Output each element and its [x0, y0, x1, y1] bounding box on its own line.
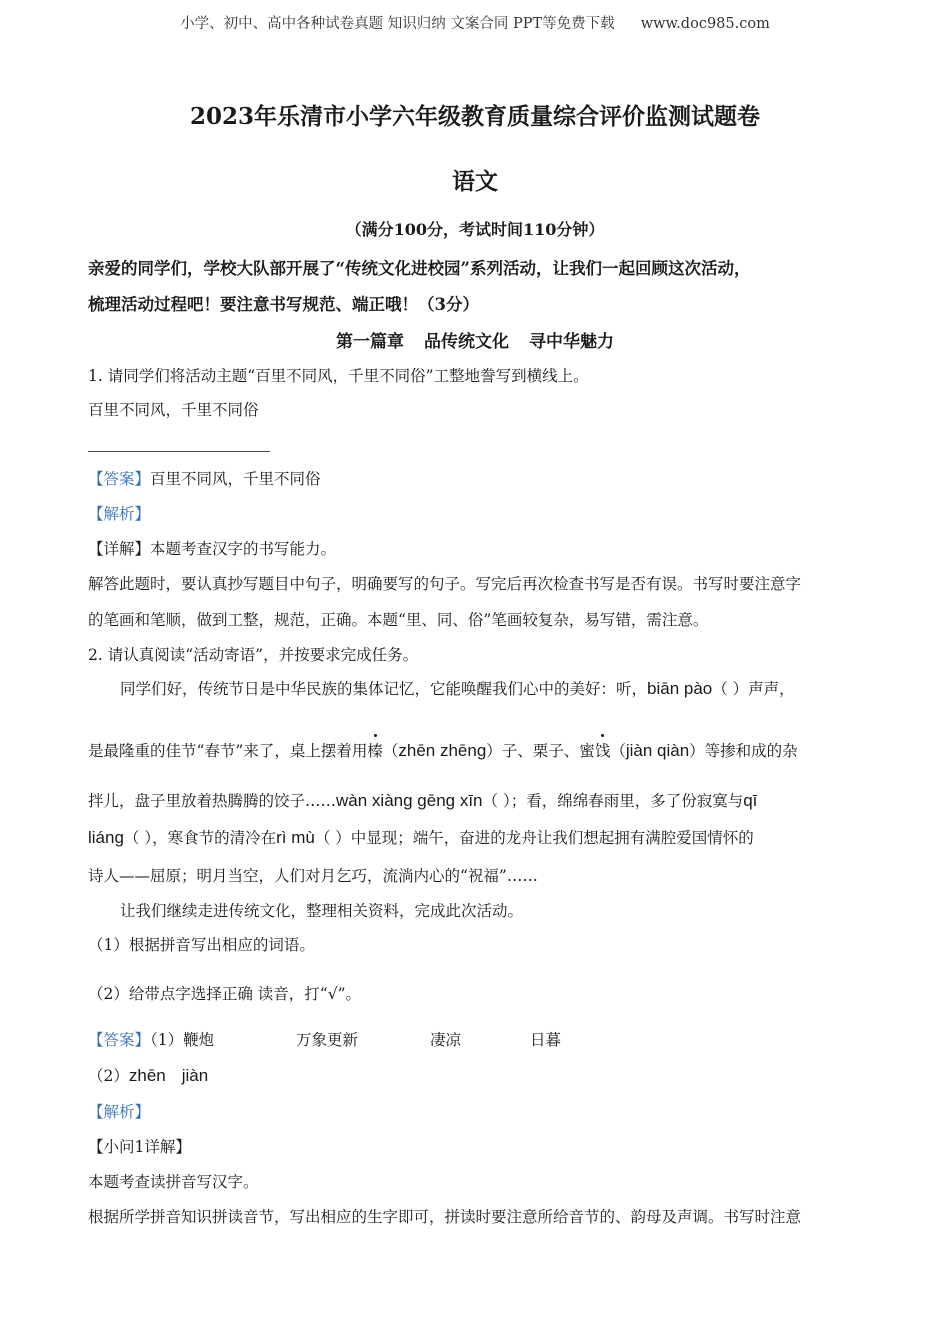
- pinyin-wanxiang: wàn xiàng gēng xīn: [336, 791, 483, 810]
- q1-prompt: 1. 请同学们将活动主题“百里不同风，千里不同俗”工整地誊写到横线上。: [88, 367, 589, 385]
- answer-prefix: （1）: [150, 1031, 184, 1049]
- header-left-text: 小学、初中、高中各种试卷真题 知识归纳 文案合同 PPT等免费下载: [180, 16, 615, 32]
- q2-task-2: （2）给带点字选择正确 读音，打“√”。: [88, 985, 362, 1003]
- q1-detail: [88, 537, 336, 559]
- q2-answer-1: [88, 1028, 214, 1050]
- page-header: [0, 12, 950, 33]
- detail-label: 【详解】: [88, 540, 151, 558]
- chapter-part-2: 寻中华魅力: [529, 332, 614, 352]
- pinyin-bianpao: biān pào: [647, 679, 713, 698]
- q2-passage-line-6: 让我们继续走进传统文化，整理相关资料，完成此次活动。: [120, 902, 524, 920]
- q2-sub1-text: 本题考查读拼音写汉字。: [88, 1173, 259, 1191]
- answer-word: 日暮: [530, 1031, 562, 1049]
- answer-word: 凄凉: [430, 1031, 462, 1049]
- intro-line-2: 梳理活动过程吧！要注意书写规范、端正哦！（3分）: [88, 295, 479, 314]
- answer-pinyin: jiàn: [181, 1066, 209, 1085]
- answer-label: 【答案】: [88, 1031, 151, 1049]
- pinyin-option-jian: jiàn qiàn: [625, 741, 690, 760]
- passage-text: （ ）；看，绵绵春雨里，多了份寂寞与: [482, 792, 744, 810]
- intro-line-1: 亲爱的同学们，学校大队部开展了“传统文化进校园”系列活动，让我们一起回顾这次活动，: [88, 259, 751, 278]
- chapter-number: 第一篇章: [336, 332, 404, 352]
- q1-analysis-label: 【解析】: [88, 505, 151, 523]
- passage-text: （ ）声声，: [712, 680, 795, 698]
- q1-answer-text: 百里不同风，千里不同俗: [150, 470, 321, 488]
- passage-text: 是最隆重的佳节“春节”来了，桌上摆着用: [88, 742, 368, 760]
- passage-text: ）子、栗子、蜜: [486, 742, 595, 760]
- q2-sub1-label: 【小问1详解】: [88, 1138, 191, 1156]
- answer-word: 万象更新: [296, 1031, 359, 1049]
- passage-text: （ ）中显现；端午，奋进的龙舟让我们想起拥有满腔爱国情怀的: [314, 829, 754, 847]
- passage-text: （: [382, 742, 399, 760]
- q2-passage-line-2: [88, 739, 798, 761]
- q1-explanation-2: 的笔画和笔顺，做到工整，规范，正确。本题“里、同、俗”笔画较复杂，易写错，需注意。: [88, 611, 709, 629]
- q1-explanation-1: 解答此题时，要认真抄写题目中句子，明确要写的句子。写完后再次检查书写是否有误。书写时要注意字: [88, 575, 802, 593]
- q2-passage-line-4: [88, 826, 754, 848]
- q2-passage-line-3: [88, 789, 757, 811]
- pinyin-rimu: rì mù: [276, 828, 315, 847]
- header-website[interactable]: www.doc985.com: [640, 16, 770, 32]
- passage-text: （ ），寒食节的清冷在: [123, 829, 277, 847]
- q2-sub1-text-2: 根据所学拼音知识拼读音节，写出相应的生字即可，拼读时要注意所给音节的、韵母及声调。书写时注意: [88, 1208, 802, 1226]
- q1-copy-text: 百里不同风，千里不同俗: [88, 401, 259, 419]
- answer-pinyin: zhēn: [128, 1066, 166, 1085]
- q2-analysis-label: 【解析】: [88, 1103, 151, 1121]
- passage-text: ）等掺和成的杂: [689, 742, 798, 760]
- q1-answer-line: [88, 451, 270, 452]
- q1-detail-text: 本题考查汉字的书写能力。: [150, 540, 337, 558]
- dotted-char-zhen: 榛: [367, 739, 383, 761]
- pinyin-option-zhen: zhēn zhēng: [398, 741, 487, 760]
- q2-passage-line-1: [120, 677, 795, 699]
- exam-title: 2023年乐清市小学六年级教育质量综合评价监测试题卷: [189, 103, 760, 130]
- q2-task-1: （1）根据拼音写出相应的词语。: [88, 936, 315, 954]
- score-note: （满分100分，考试时间110分钟）: [345, 220, 605, 239]
- q2-prompt: 2. 请认真阅读“活动寄语”，并按要求完成任务。: [88, 646, 419, 664]
- pinyin-liang: liáng: [88, 828, 124, 847]
- q2-answer-2: [88, 1064, 208, 1086]
- answer-prefix: （2）: [88, 1067, 129, 1085]
- chapter-part-1: 品传统文化: [424, 332, 509, 352]
- passage-text: 拌儿，盘子里放着热腾腾的饺子……: [88, 792, 337, 810]
- passage-text: 同学们好，传统节日是中华民族的集体记忆，它能唤醒我们心中的美好：听，: [120, 680, 648, 698]
- q2-passage-line-5: 诗人——屈原；明月当空，人们对月乞巧，流淌内心的“祝福”……: [88, 867, 538, 885]
- passage-text: （: [610, 742, 626, 760]
- answer-word: 鞭炮: [183, 1031, 215, 1049]
- pinyin-qi: qī: [743, 791, 758, 810]
- q1-answer: [88, 467, 321, 489]
- dotted-char-jian: 饯: [595, 739, 611, 761]
- answer-label: 【答案】: [88, 470, 151, 488]
- subject-title: 语文: [452, 168, 498, 195]
- chapter-heading: [0, 327, 950, 352]
